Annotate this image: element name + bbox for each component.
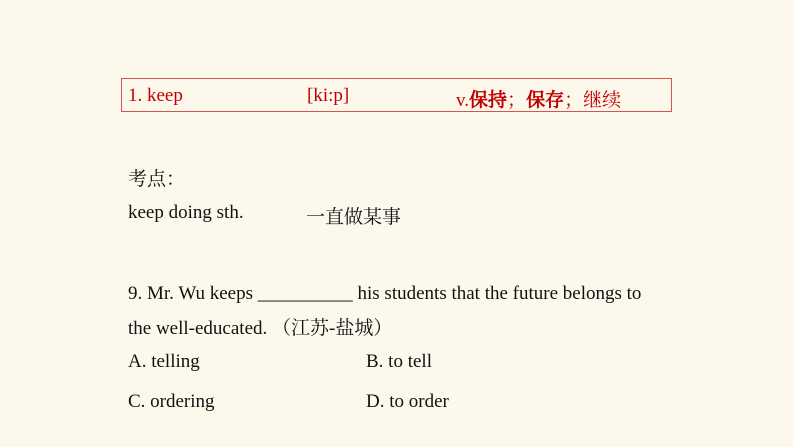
phrase-chinese: 一直做某事 — [306, 207, 402, 228]
option-b: B. to tell — [366, 351, 432, 372]
question-line-1: 9. Mr. Wu keeps __________ his students that the future belongs to — [128, 283, 642, 304]
vocab-meaning-1: 保持 — [469, 90, 508, 111]
vocab-phonetic: [ki:p] — [307, 85, 350, 106]
vocab-meaning-3: 继续 — [583, 90, 622, 111]
vocab-separator: ； — [564, 90, 584, 111]
vocab-meaning — [456, 85, 621, 112]
option-c: C. ordering — [128, 391, 215, 412]
phrase-english: keep doing sth. — [128, 202, 244, 223]
vocab-box — [121, 78, 672, 112]
question-line-2: the well-educated. （江苏-盐城） — [128, 318, 393, 339]
option-a: A. telling — [128, 351, 200, 372]
vocab-separator: ； — [507, 90, 527, 111]
vocab-meaning-2: 保存 — [526, 90, 565, 111]
kaodian-label: 考点： — [128, 169, 186, 190]
vocab-pos: v. — [456, 90, 470, 111]
option-d: D. to order — [366, 391, 449, 412]
vocab-word: 1. keep — [128, 85, 183, 106]
